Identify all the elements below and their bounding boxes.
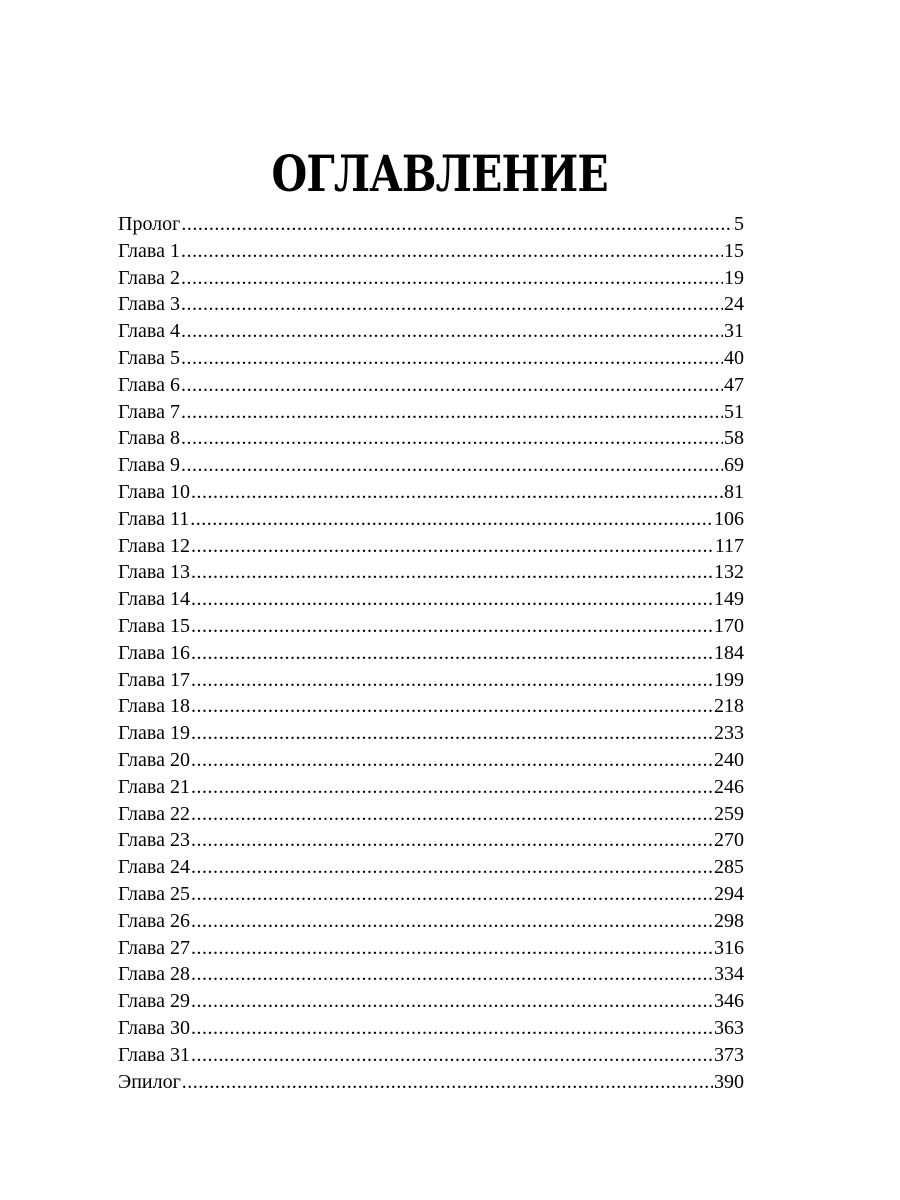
toc-entry-label: Глава 3: [118, 293, 180, 316]
toc-entry-page-number: 270: [714, 829, 744, 852]
dot-leader: [191, 935, 713, 962]
toc-entry-label: Глава 20: [118, 748, 190, 771]
toc-entry-label: Глава 18: [118, 695, 190, 718]
toc-entry[interactable]: [118, 1069, 744, 1096]
toc-entry[interactable]: [118, 506, 744, 533]
dot-leader: [191, 801, 713, 828]
toc-entry[interactable]: [118, 854, 744, 881]
toc-entry-label: Глава 22: [118, 802, 190, 825]
toc-entry-page-number: 5: [734, 213, 744, 235]
toc-entry[interactable]: [118, 988, 744, 1015]
toc-entry-label: Глава 19: [118, 722, 190, 745]
dot-leader: [191, 613, 713, 640]
toc-entry[interactable]: [118, 1042, 744, 1069]
toc-entry-page-number: 240: [714, 748, 744, 771]
toc-entry-label: Глава 8: [118, 427, 180, 450]
toc-entry-page-number: 363: [714, 1016, 744, 1039]
toc-entry-page-number: 334: [714, 963, 744, 986]
toc-entry-label: Пролог: [118, 213, 181, 235]
toc-entry-label: Глава 12: [118, 534, 190, 557]
toc-entry[interactable]: [118, 586, 744, 613]
dot-leader: [181, 318, 723, 345]
toc-entry-page-number: 316: [714, 936, 744, 959]
toc-entry-label: Глава 4: [118, 320, 180, 343]
toc-entry-page-number: 259: [714, 802, 744, 825]
dot-leader: [191, 667, 713, 694]
toc-entry-label: Глава 21: [118, 775, 190, 798]
toc-entry-page-number: 51: [724, 400, 744, 423]
page-title: ОГЛАВЛЕНИЕ: [271, 143, 608, 203]
dot-leader: [191, 908, 713, 935]
dot-leader: [181, 452, 723, 479]
toc-entry-page-number: 199: [714, 668, 744, 691]
dot-leader: [191, 827, 713, 854]
toc-entry-label: Глава 31: [118, 1043, 190, 1066]
dot-leader: [181, 238, 723, 265]
toc-entry[interactable]: [118, 318, 744, 345]
toc-entry[interactable]: [118, 935, 744, 962]
toc-entry-page-number: 81: [724, 480, 744, 503]
toc-entry-label: Глава 29: [118, 990, 190, 1013]
toc-entry-label: Глава 26: [118, 909, 190, 932]
toc-entry-page-number: 149: [714, 588, 744, 611]
toc-entry-page-number: 184: [714, 641, 744, 664]
toc-entry-page-number: 106: [714, 507, 744, 530]
toc-entry[interactable]: [118, 372, 744, 399]
toc-entry-label: Глава 25: [118, 882, 190, 905]
toc-entry[interactable]: [118, 479, 744, 506]
toc-entry-page-number: 117: [714, 534, 744, 557]
dot-leader: [191, 640, 713, 667]
toc-entry-label: Глава 7: [118, 400, 180, 423]
dot-leader: [181, 265, 723, 292]
dot-leader: [191, 586, 713, 613]
dot-leader: [191, 1042, 713, 1069]
toc-entry[interactable]: [118, 881, 744, 908]
table-of-contents: [118, 211, 744, 1095]
dot-leader: [190, 506, 713, 533]
toc-entry-label: Глава 5: [118, 346, 180, 369]
dot-leader: [191, 854, 713, 881]
toc-entry-label: Глава 14: [118, 588, 190, 611]
toc-entry-page-number: 218: [714, 695, 744, 718]
toc-entry-label: Глава 27: [118, 936, 190, 959]
toc-entry[interactable]: [118, 720, 744, 747]
toc-entry-label: Глава 10: [118, 480, 190, 503]
toc-entry-label: Глава 23: [118, 829, 190, 852]
toc-entry-page-number: 170: [714, 614, 744, 637]
toc-entry-page-number: 246: [714, 775, 744, 798]
toc-entry[interactable]: [118, 827, 744, 854]
dot-leader: [191, 747, 713, 774]
toc-entry[interactable]: [118, 452, 744, 479]
dot-leader: [191, 988, 713, 1015]
toc-entry-label: Глава 15: [118, 614, 190, 637]
toc-entry-page-number: 24: [724, 293, 744, 316]
toc-entry-label: Глава 16: [118, 641, 190, 664]
dot-leader: [191, 693, 713, 720]
toc-entry-page-number: 294: [714, 882, 744, 905]
dot-leader: [181, 425, 723, 452]
dot-leader: [191, 774, 713, 801]
toc-entry[interactable]: [118, 908, 744, 935]
toc-entry-page-number: 373: [714, 1043, 744, 1066]
dot-leader: [191, 533, 714, 560]
toc-entry-label: Глава 30: [118, 1016, 190, 1039]
toc-entry-page-number: 31: [724, 320, 744, 343]
toc-entry[interactable]: [118, 559, 744, 586]
toc-entry-page-number: 19: [724, 266, 744, 289]
dot-leader: [191, 1015, 713, 1042]
dot-leader: [181, 345, 723, 372]
toc-entry-page-number: 69: [724, 454, 744, 477]
toc-entry-page-number: 40: [724, 346, 744, 369]
toc-entry[interactable]: [118, 1015, 744, 1042]
dot-leader: [191, 559, 713, 586]
toc-entry[interactable]: [118, 211, 744, 238]
dot-leader: [182, 1069, 713, 1096]
toc-entry[interactable]: [118, 693, 744, 720]
toc-entry[interactable]: [118, 667, 744, 694]
toc-entry-page-number: 390: [714, 1070, 744, 1093]
toc-entry-label: Глава 13: [118, 561, 190, 584]
toc-entry-label: Глава 24: [118, 856, 190, 879]
toc-entry[interactable]: [118, 961, 744, 988]
toc-entry-label: Глава 28: [118, 963, 190, 986]
dot-leader: [191, 881, 713, 908]
toc-entry[interactable]: [118, 425, 744, 452]
toc-entry[interactable]: [118, 640, 744, 667]
toc-entry[interactable]: [118, 238, 744, 265]
dot-leader: [191, 720, 713, 747]
toc-entry-label: Глава 6: [118, 373, 180, 396]
toc-entry-label: Глава 2: [118, 266, 180, 289]
toc-entry[interactable]: [118, 613, 744, 640]
toc-entry-page-number: 15: [724, 239, 744, 262]
toc-entry-label: Глава 11: [118, 507, 190, 530]
toc-entry[interactable]: [118, 399, 744, 426]
toc-entry-page-number: 346: [714, 990, 744, 1013]
dot-leader: [181, 399, 723, 426]
toc-entry-page-number: 47: [724, 373, 744, 396]
toc-entry[interactable]: [118, 774, 744, 801]
toc-entry[interactable]: [118, 345, 744, 372]
toc-entry-page-number: 233: [714, 722, 744, 745]
toc-entry-page-number: 285: [714, 856, 744, 879]
toc-entry-page-number: 58: [724, 427, 744, 450]
toc-entry-label: Глава 9: [118, 454, 180, 477]
toc-entry[interactable]: [118, 747, 744, 774]
toc-entry-label: Эпилог: [118, 1070, 181, 1093]
toc-entry[interactable]: [118, 265, 744, 292]
dot-leader: [181, 211, 733, 238]
toc-entry-label: Глава 1: [118, 239, 180, 262]
dot-leader: [181, 372, 723, 399]
dot-leader: [191, 479, 723, 506]
toc-entry[interactable]: [118, 291, 744, 318]
toc-entry-page-number: 298: [714, 909, 744, 932]
toc-entry[interactable]: [118, 533, 744, 560]
toc-entry[interactable]: [118, 801, 744, 828]
toc-entry-label: Глава 17: [118, 668, 190, 691]
dot-leader: [191, 961, 713, 988]
toc-entry-page-number: 132: [714, 561, 744, 584]
dot-leader: [181, 291, 723, 318]
